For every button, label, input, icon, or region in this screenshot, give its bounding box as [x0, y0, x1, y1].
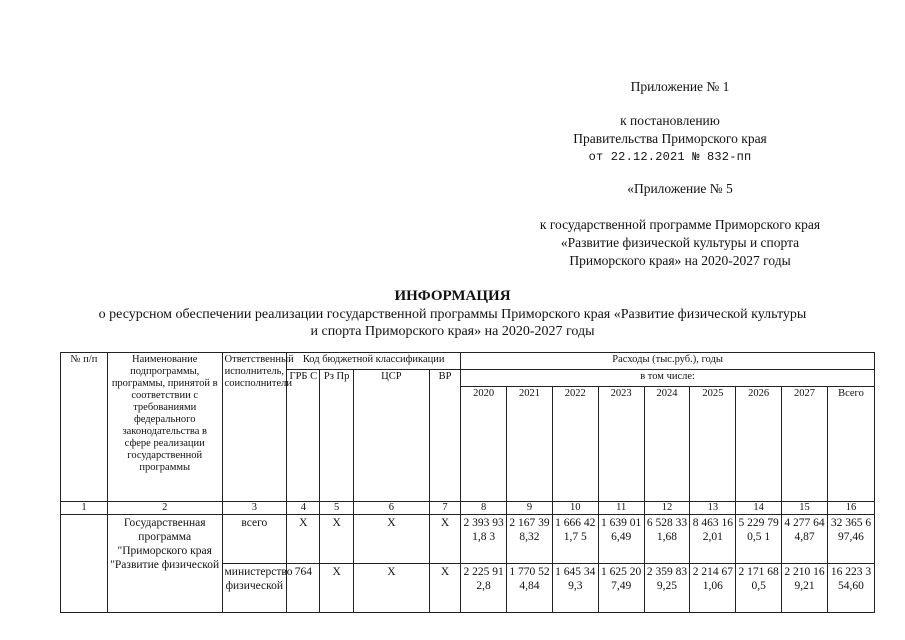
row-value-2025: 2 214 671,06 [690, 564, 736, 613]
header-grbs: ГРБ С [287, 370, 320, 502]
row-value-2024: 6 528 331,68 [644, 515, 690, 564]
column-number: 6 [353, 502, 429, 515]
row-value-2026: 2 171 680,5 [736, 564, 782, 613]
row-value-2027: 2 210 169,21 [782, 564, 828, 613]
column-number: 3 [222, 502, 287, 515]
column-number: 15 [782, 502, 828, 515]
column-number: 2 [107, 502, 222, 515]
header-num: № п/п [61, 353, 108, 502]
column-number: 10 [552, 502, 598, 515]
decree-reference [540, 112, 800, 166]
row-grbs: X [287, 515, 320, 564]
column-number: 1 [61, 502, 108, 515]
program-reference [510, 216, 850, 270]
row-value-2020: 2 225 912,8 [461, 564, 507, 613]
row-executor: всего [222, 515, 287, 564]
row-csr: X [353, 515, 429, 564]
column-number: 9 [507, 502, 553, 515]
row-value-2021: 2 167 398,32 [507, 515, 553, 564]
table-row [61, 515, 875, 564]
row-value-2023: 1 625 207,49 [598, 564, 644, 613]
subtitle-line-2: и спорта Приморского края» на 2020-2027 годы [310, 324, 595, 339]
decree-line-2: Правительства Приморского края [573, 131, 767, 146]
header-year-2023: 2023 [598, 387, 644, 502]
header-total: Всего [827, 387, 874, 502]
row-rzpr: X [320, 515, 353, 564]
column-number: 16 [827, 502, 874, 515]
program-line-1: к государственной программе Приморского края [539, 217, 821, 232]
row-csr: X [353, 564, 429, 613]
row-value-2023: 1 639 016,49 [598, 515, 644, 564]
appendix-5-label: «Приложение № 5 [627, 181, 733, 196]
column-number: 12 [644, 502, 690, 515]
row-value-2026: 5 229 790,5 1 [736, 515, 782, 564]
header-vr: ВР [429, 370, 460, 502]
document-subtitle [40, 306, 865, 340]
row-grbs: 764 [287, 564, 320, 613]
header-year-2020: 2020 [461, 387, 507, 502]
document-title: ИНФОРМАЦИЯ [394, 288, 511, 304]
column-number: 14 [736, 502, 782, 515]
row-value-2021: 1 770 524,84 [507, 564, 553, 613]
program-line-2: «Развитие физической культуры и спорта [560, 235, 800, 250]
row-value-2020: 2 393 931,8 3 [461, 515, 507, 564]
column-number: 4 [287, 502, 320, 515]
header-rzpr: Рз Пр [320, 370, 353, 502]
row-name: Государственная программа "Приморского края "Развитие физической [107, 515, 222, 613]
decree-date: от 22.12.2021 № 832-пп [588, 150, 752, 164]
column-number: 8 [461, 502, 507, 515]
header-year-2027: 2027 [782, 387, 828, 502]
header-year-2024: 2024 [644, 387, 690, 502]
row-value-total: 32 365 697,46 [827, 515, 874, 564]
header-year-2021: 2021 [507, 387, 553, 502]
decree-line-1: к постановлению [620, 113, 720, 128]
program-line-3: Приморского края» на 2020-2027 годы [569, 253, 791, 268]
column-number: 5 [320, 502, 353, 515]
header-name: Наименование подпрограммы, программы, принятой в соответствии с требованиями федерального законодательства в сфере реализации государственной программы [107, 353, 222, 502]
header-budget-code: Код бюджетной классификации [287, 353, 461, 370]
header-executor: Ответственный исполнитель, соисполнители [222, 353, 287, 502]
row-value-2027: 4 277 644,87 [782, 515, 828, 564]
subtitle-line-1: о ресурсном обеспечении реализации государственной программы Приморского края «Развитие физической культуры [98, 307, 807, 322]
row-num [61, 515, 108, 613]
row-vr: X [429, 515, 460, 564]
column-number: 13 [690, 502, 736, 515]
header-expenses: Расходы (тыс.руб.), годы [461, 353, 875, 370]
column-number: 7 [429, 502, 460, 515]
row-value-2024: 2 359 839,25 [644, 564, 690, 613]
row-value-2022: 1 666 421,7 5 [552, 515, 598, 564]
header-including: в том числе: [461, 370, 875, 387]
row-vr: X [429, 564, 460, 613]
resource-table [60, 352, 875, 613]
header-year-2026: 2026 [736, 387, 782, 502]
row-rzpr: X [320, 564, 353, 613]
row-executor: министерство физической [222, 564, 287, 613]
row-value-2025: 8 463 162,01 [690, 515, 736, 564]
column-number: 11 [598, 502, 644, 515]
column-numbers-row [61, 502, 875, 515]
header-year-2025: 2025 [690, 387, 736, 502]
row-value-2022: 1 645 349,3 [552, 564, 598, 613]
row-value-total: 16 223 354,60 [827, 564, 874, 613]
header-csr: ЦСР [353, 370, 429, 502]
appendix-1-label: Приложение № 1 [630, 79, 730, 94]
header-year-2022: 2022 [552, 387, 598, 502]
